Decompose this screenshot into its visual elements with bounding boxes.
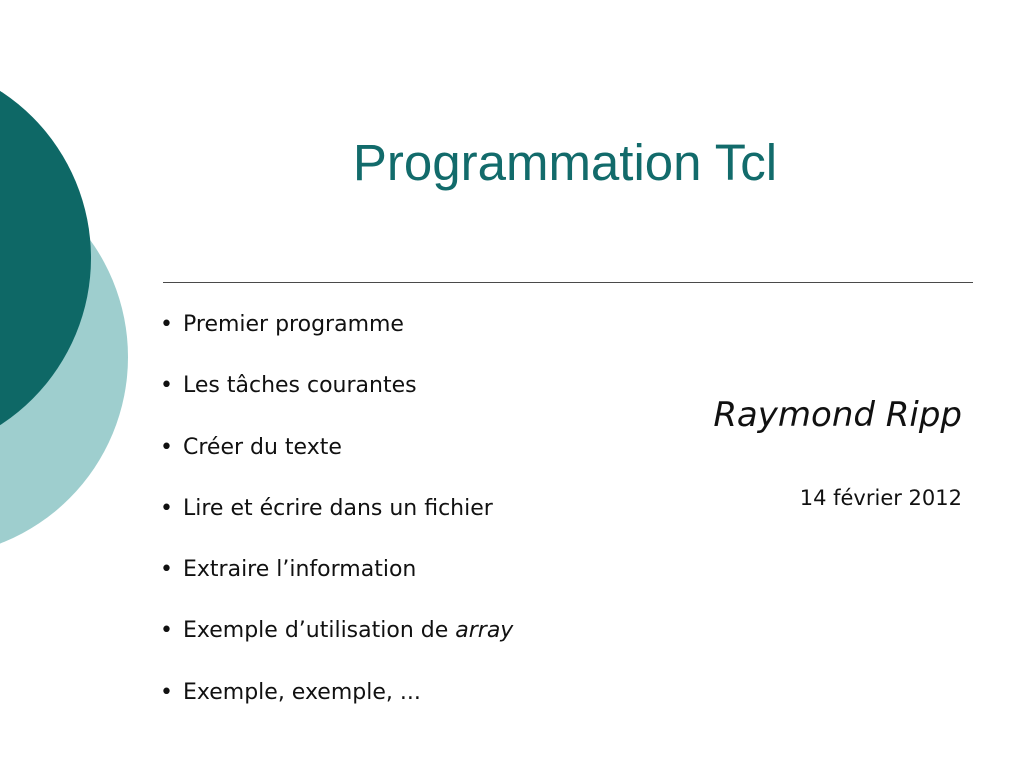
bullet-text: Extraire l’information — [183, 557, 417, 583]
bullet-text: Les tâches courantes — [183, 373, 417, 399]
bullet-text: Premier programme — [183, 312, 404, 337]
decorative-circles — [0, 0, 140, 560]
bullet-text: Exemple, exemple, ... — [183, 679, 421, 705]
bullet-text-emphasis: array — [455, 618, 514, 644]
presentation-date: 14 février 2012 — [799, 486, 962, 510]
title-divider — [163, 282, 973, 283]
bullet-item — [160, 429, 513, 490]
bullet-item — [160, 612, 513, 673]
bullet-dot: • — [160, 557, 173, 583]
bullet-text: Lire et écrire dans un fichier — [183, 495, 493, 521]
bullet-item — [160, 367, 513, 428]
bullet-dot: • — [160, 679, 173, 705]
bullet-dot: • — [160, 373, 173, 399]
bullet-text: Créer du texte — [183, 434, 342, 460]
bullet-list — [160, 306, 513, 735]
bullet-item — [160, 490, 513, 551]
bullet-item — [160, 306, 513, 367]
bullet-item — [160, 674, 513, 735]
slide-title: Programmation Tcl — [352, 134, 778, 191]
bullet-dot: • — [160, 312, 173, 337]
bullet-item — [160, 551, 513, 612]
author-name: Raymond Ripp — [713, 395, 962, 435]
bullet-dot: • — [160, 495, 173, 521]
bullet-text: Exemple d’utilisation de — [183, 618, 456, 644]
bullet-dot: • — [160, 434, 173, 460]
bullet-dot: • — [160, 618, 173, 644]
